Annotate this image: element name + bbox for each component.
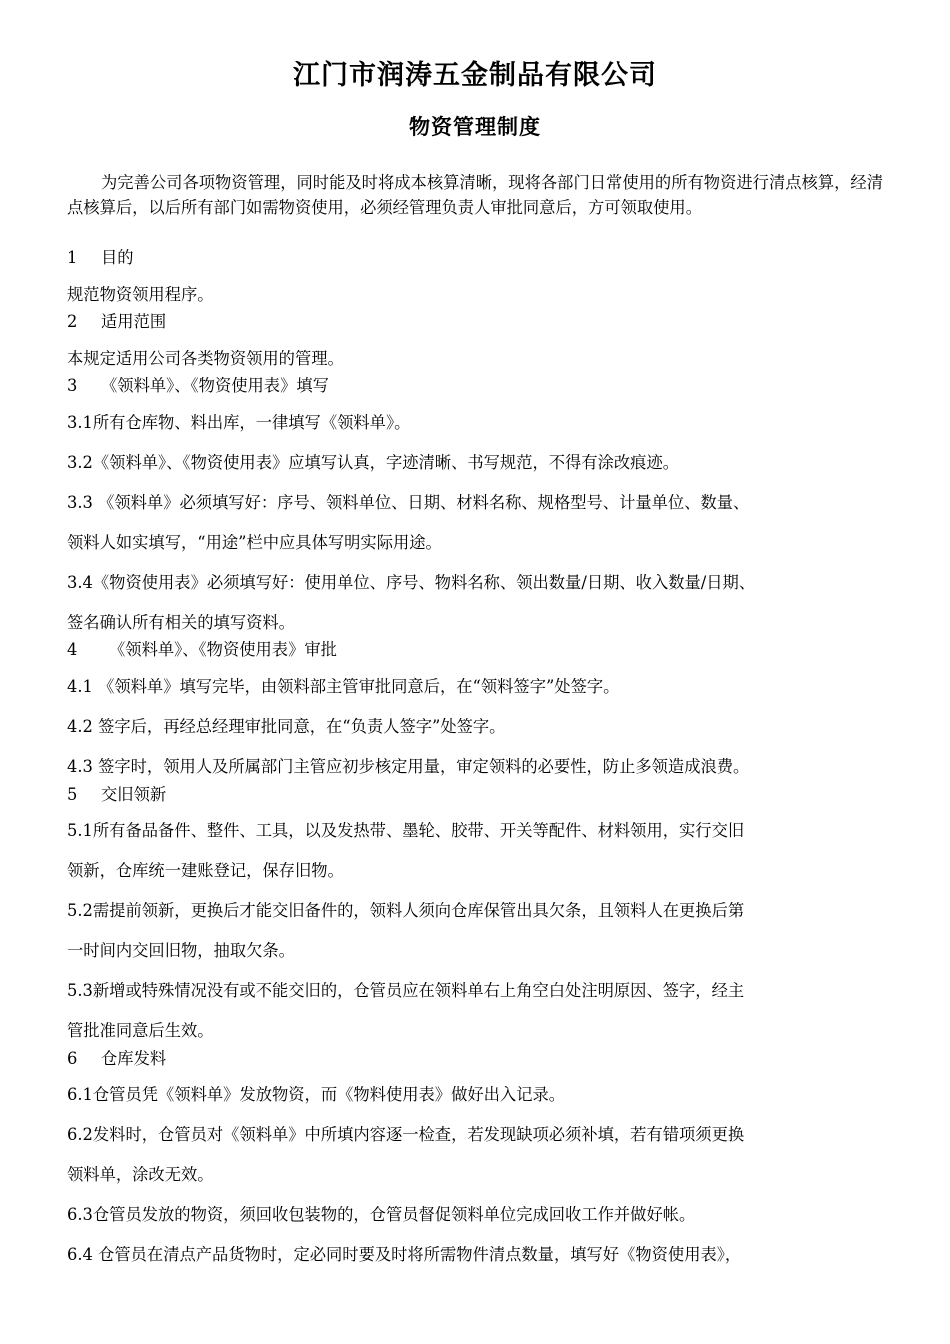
body-text-line: 管批准同意后生效。 xyxy=(67,1021,214,1040)
body-text-line: 6.2发料时，仓管员对《领料单》中所填内容逐一检查，若发现缺项必须补填，若有错项须更换 xyxy=(67,1125,745,1144)
section-heading xyxy=(67,1047,883,1071)
body-text-line: 领新，仓库统一建账登记，保存旧物。 xyxy=(67,861,344,880)
section-number: 3 xyxy=(67,376,78,395)
body-text-line: 3.2《领料单》、《物资使用表》应填写认真，字迹清晰、书写规范，不得有涂改痕迹。 xyxy=(67,453,680,472)
section-heading xyxy=(67,374,883,398)
section-heading xyxy=(67,246,883,270)
body-text-line: 3.3 《领料单》必须填写好：序号、领料单位、日期、材料名称、规格型号、计量单位、数量、 xyxy=(67,493,750,512)
body-text-line: 6.3仓管员发放的物资，须回收包装物的，仓管员督促领料单位完成回收工作并做好帐。 xyxy=(67,1205,696,1224)
body-text-line: 4.2 签字后，再经总经理审批同意，在“负责人签字”处签字。 xyxy=(67,717,506,736)
section-number: 5 xyxy=(67,785,78,804)
body-text-line: 签名确认所有相关的填写资料。 xyxy=(67,613,295,632)
body-text-line: 领料人如实填写，“用途”栏中应具体写明实际用途。 xyxy=(67,533,442,552)
body-text-line: 本规定适用公司各类物资领用的管理。 xyxy=(67,349,344,368)
section-title: 仓库发料 xyxy=(101,1049,167,1068)
section-heading xyxy=(67,638,883,662)
body-text-line: 4.1 《领料单》填写完毕，由领料部主管审批同意后，在“领料签字”处签字。 xyxy=(67,677,620,696)
section-number: 1 xyxy=(67,248,78,267)
section-heading xyxy=(67,310,883,334)
section-number: 4 xyxy=(67,640,78,659)
body-text-line: 3.1所有仓库物、料出库，一律填写《领料单》。 xyxy=(67,413,411,432)
section-number: 6 xyxy=(67,1049,78,1068)
section-number: 2 xyxy=(67,312,78,331)
body-text-line: 一时间内交回旧物，抽取欠条。 xyxy=(67,941,295,960)
body-text-line: 6.1仓管员凭《领料单》发放物资，而《物料使用表》做好出入记录。 xyxy=(67,1085,566,1104)
body-text-line: 6.4 仓管员在清点产品货物时，定必同时要及时将所需物件清点数量，填写好《物资使用表》， xyxy=(67,1245,742,1264)
body-text-line: 领料单，涂改无效。 xyxy=(67,1165,214,1184)
section-title: 《领料单》、《物资使用表》填写 xyxy=(101,376,329,395)
company-title: 江门市润涛五金制品有限公司 xyxy=(293,60,657,91)
section-title: 适用范围 xyxy=(101,312,167,331)
section-title: 目的 xyxy=(101,248,134,267)
section-title: 《领料单》、《物资使用表》审批 xyxy=(109,640,337,659)
body-text-line: 规范物资领用程序。 xyxy=(67,285,214,304)
body-text-line: 5.3新增或特殊情况没有或不能交旧的，仓管员应在领料单右上角空白处注明原因、签字，经主 xyxy=(67,981,745,1000)
section-heading xyxy=(67,783,883,807)
intro-paragraph: 为完善公司各项物资管理，同时能及时将成本核算清晰，现将各部门日常使用的所有物资进行清点核算，经清点核算后，以后所有部门如需物资使用，必须经管理负责人审批同意后，方可领取使用。 xyxy=(67,173,883,217)
body-text-line: 3.4《物资使用表》必须填写好：使用单位、序号、物料名称、领出数量/日期、收入数量/日期、 xyxy=(67,573,756,592)
body-text-line: 4.3 签字时，领用人及所属部门主管应初步核定用量，审定领料的必要性，防止多领造成浪费。 xyxy=(67,757,750,776)
section-title: 交旧领新 xyxy=(101,785,167,804)
body-text-line: 5.1所有备品备件、整件、工具，以及发热带、墨轮、胶带、开关等配件、材料领用，实行交旧 xyxy=(67,821,745,840)
body-text-line: 5.2需提前领新，更换后才能交旧备件的，领料人须向仓库保管出具欠条，且领料人在更换后第 xyxy=(67,901,745,920)
document-subtitle: 物资管理制度 xyxy=(409,115,541,139)
